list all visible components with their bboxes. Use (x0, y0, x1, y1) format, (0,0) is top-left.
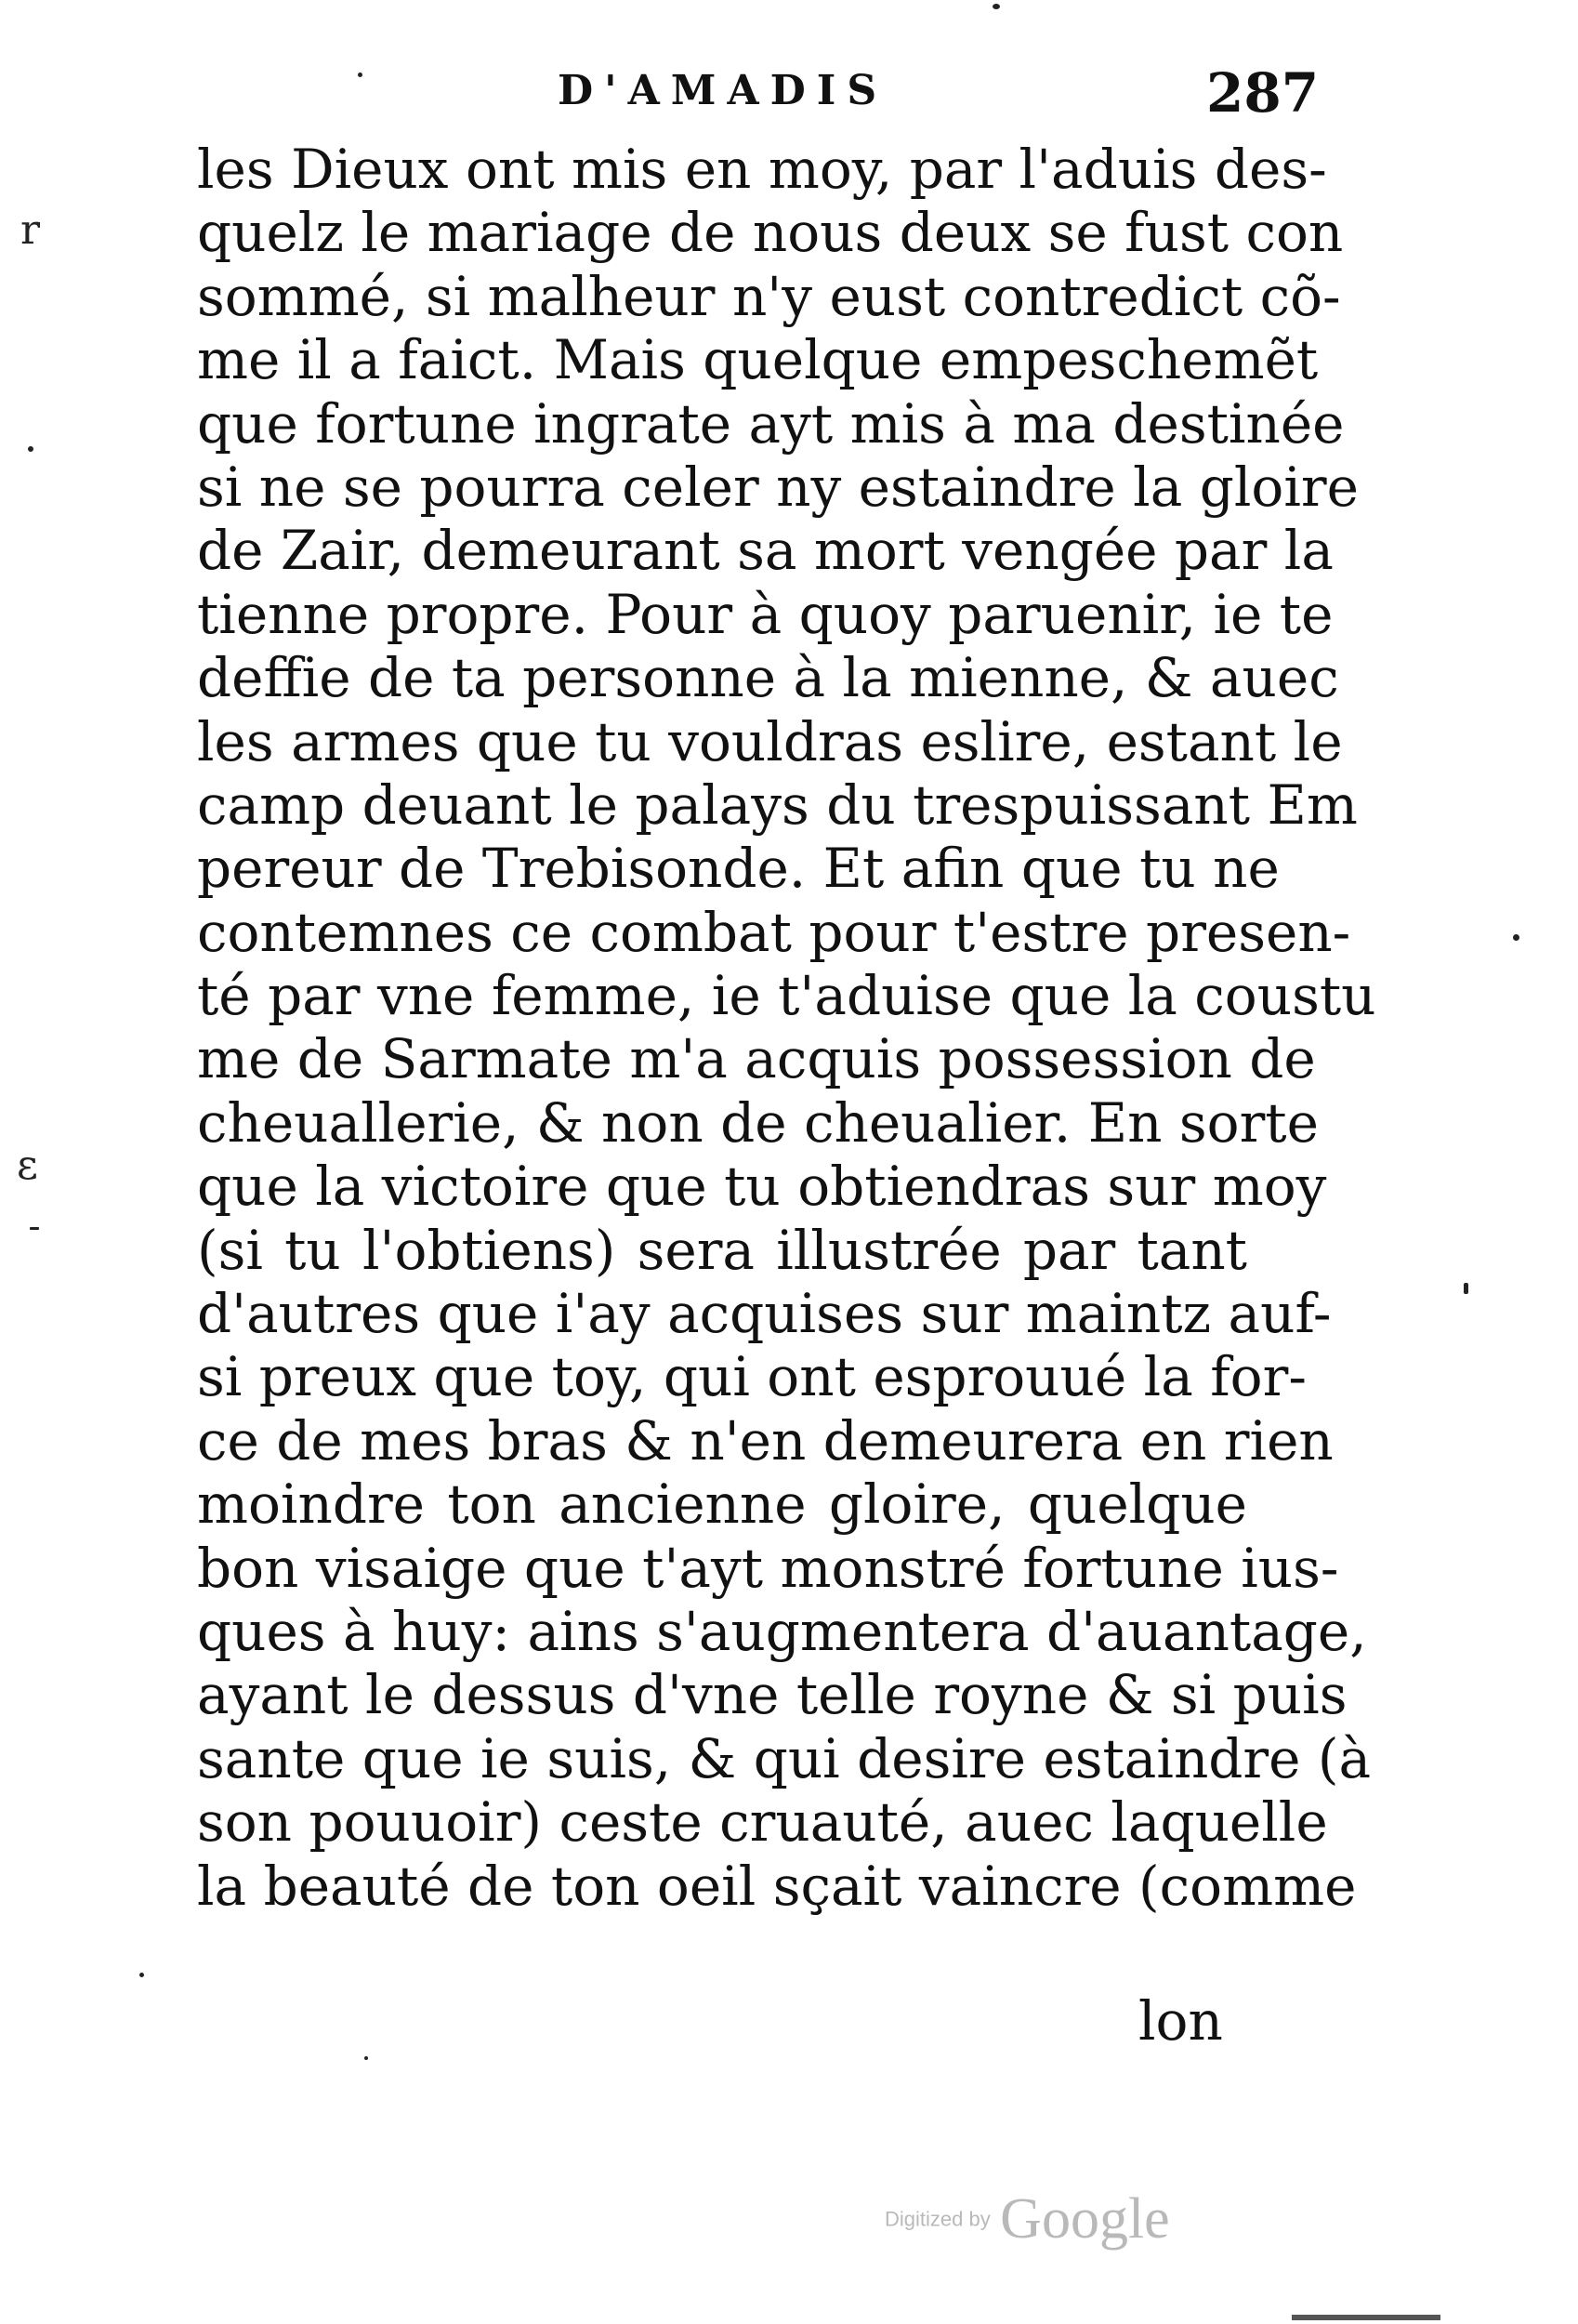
scan-speck (28, 446, 33, 452)
text-line: té par vne femme, ie t'aduise que la coustu (197, 964, 1376, 1028)
text-line: (si tu l'obtiens) sera illustrée par tant (197, 1218, 1247, 1282)
text-line: la beauté de ton oeil sçait vaincre (comme (197, 1854, 1357, 1918)
text-line: que la victoire que tu obtiendras sur moy (197, 1155, 1327, 1219)
text-line: si ne se pourra celer ny estaindre la gloire (197, 455, 1359, 519)
text-line: d'autres que i'ay acquises sur maintz auf- (197, 1282, 1332, 1346)
margin-mark-lower: ɛ (17, 1142, 38, 1189)
text-line: sante que ie suis, & qui desire estaindre (à (197, 1726, 1372, 1790)
watermark-prefix: Digitized by (885, 2207, 991, 2231)
scan-speck (993, 4, 1000, 9)
text-line: moindre ton ancienne gloire, quelque (197, 1472, 1247, 1537)
text-line: camp deuant le palays du trespuissant Em (197, 772, 1358, 837)
google-logo: Google (1000, 2187, 1170, 2251)
scan-speck (358, 73, 362, 77)
text-line: bon visaige que t'ayt monstré fortune ius- (197, 1536, 1339, 1600)
scan-speck (1513, 934, 1519, 941)
text-line: son pouuoir) ceste cruauté, auec laquelle (197, 1790, 1328, 1855)
catchword: lon (1138, 1989, 1223, 2053)
scan-speck (1464, 1283, 1468, 1294)
body-text (197, 138, 1376, 1918)
text-line: de Zair, demeurant sa mort vengée par la (197, 519, 1334, 583)
text-line: ques à huy: ains s'augmentera d'auantage, (197, 1599, 1367, 1663)
text-line: sommé, si malheur n'y eust contredict cõ- (197, 264, 1341, 328)
page-number: 287 (1206, 61, 1320, 125)
text-line: les armes que tu vouldras eslire, estant le (197, 709, 1343, 773)
text-line: me de Sarmate m'a acquis possession de (197, 1027, 1316, 1091)
text-line: que fortune ingrate ayt mis à ma destinée (197, 391, 1345, 456)
text-line: contemnes ce combat pour t'estre presen- (197, 900, 1351, 964)
text-line: deffie de ta personne à la mienne, & auec (197, 646, 1339, 710)
scan-speck (30, 1227, 39, 1230)
margin-mark-upper: r (20, 206, 41, 254)
text-line: cheuallerie, & non de cheualier. En sorte (197, 1090, 1319, 1155)
text-line: les Dieux ont mis en moy, par l'aduis des- (197, 138, 1327, 201)
digitized-watermark (885, 2186, 1170, 2252)
text-line: ce de mes bras & n'en demeurera en rien (197, 1408, 1334, 1472)
page-edge-rule (1292, 2315, 1440, 2320)
text-line: pereur de Trebisonde. Et afin que tu ne (197, 837, 1280, 901)
text-line: tienne propre. Pour à quoy paruenir, ie te (197, 582, 1334, 646)
text-line: me il a faict. Mais quelque empeschemẽt (197, 328, 1319, 392)
running-title: D'AMADIS (558, 67, 888, 114)
scan-speck (139, 1973, 144, 1977)
text-line: quelz le mariage de nous deux se fust con (197, 201, 1344, 265)
scan-speck (364, 2056, 368, 2060)
text-line: ayant le dessus d'vne telle royne & si puis (197, 1663, 1348, 1727)
text-line: si preux que toy, qui ont esprouué la for- (197, 1345, 1307, 1409)
